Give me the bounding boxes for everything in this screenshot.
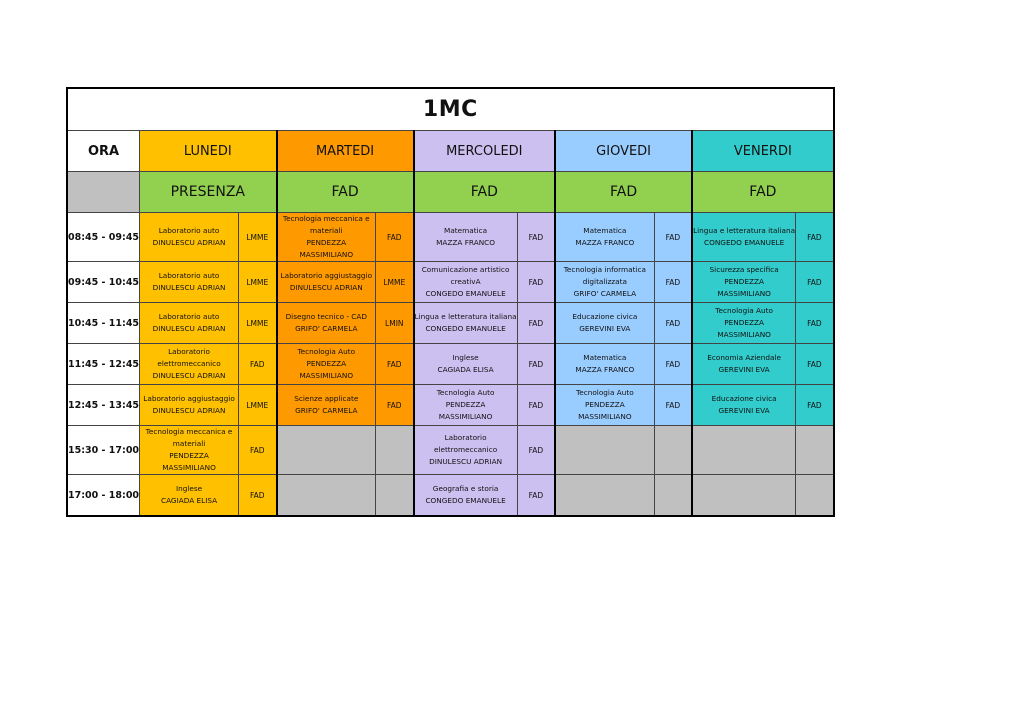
room-code-mercoledi: FAD [517,303,555,344]
room-code-venerdi: FAD [796,213,834,262]
subject-line: Laboratorio aggiustaggio [143,394,235,403]
room-code-lunedi: FAD [239,426,277,475]
subject-line: MAZZA FRANCO [436,238,495,247]
time-cell: 11:45 - 12:45 [67,344,140,385]
subject-cell-lunedi [140,213,239,262]
day-header-mercoledi: MERCOLEDI [414,131,556,172]
empty-cell-giovedi [555,426,654,475]
subject-cell-martedi [277,262,376,303]
slot-row [67,475,834,517]
subject-line: CAGIADA ELISA [160,496,218,505]
slot-row [67,344,834,385]
subject-cell-venerdi [692,213,796,262]
subject-line: MASSIMILIANO [299,371,354,380]
time-cell: 08:45 - 09:45 [67,213,140,262]
subject-line: Tecnologia Auto [297,347,356,356]
days-header-row [67,131,834,172]
day-header-lunedi: LUNEDI [140,131,277,172]
subject-line: DINULESCU ADRIAN [152,238,226,247]
subject-line: MASSIMILIANO [438,412,493,421]
subject-cell-lunedi [140,262,239,303]
subject-line: Laboratorio aggiustaggio [280,271,373,280]
subject-line: Matematica [583,226,627,235]
subject-cell-martedi [277,213,376,262]
subject-line: Laboratorio auto [158,312,220,321]
empty-cell-martedi [277,475,376,517]
mode-martedi: FAD [277,172,414,213]
subject-line: Laboratorio [168,347,210,356]
room-code-venerdi: FAD [796,303,834,344]
room-code-giovedi: FAD [654,262,692,303]
subject-line: materiali [172,439,206,448]
time-cell: 15:30 - 17:00 [67,426,140,475]
subject-cell-mercoledi [414,303,518,344]
room-code-martedi: LMME [376,262,414,303]
subject-line: MASSIMILIANO [578,412,632,421]
subject-line: PENDEZZA [306,359,347,368]
time-cell: 10:45 - 11:45 [67,303,140,344]
subject-line: Economia Aziendale [707,353,781,362]
empty-cell-venerdi [692,475,796,517]
subject-cell-mercoledi [414,262,518,303]
subject-line: GRIFO' CARMELA [295,406,358,415]
mode-row [67,172,834,213]
subject-cell-venerdi [692,344,796,385]
subject-line: Tecnologia meccanica e [145,427,233,436]
mode-row-blank [67,172,140,213]
room-code-giovedi: FAD [654,213,692,262]
subject-line: Laboratorio auto [158,271,220,280]
subject-line: Educazione civica [572,312,638,321]
subject-line: CONGEDO EMANUELE [425,324,506,333]
room-code-mercoledi: FAD [517,385,555,426]
room-code-martedi: FAD [376,213,414,262]
room-code-venerdi: FAD [796,344,834,385]
subject-cell-lunedi [140,303,239,344]
subject-line: elettromeccanico [157,359,221,368]
subject-line: Scienze applicate [294,394,359,403]
subject-cell-martedi [277,344,376,385]
subject-line: Inglese [452,353,479,362]
subject-line: Matematica [444,226,488,235]
subject-cell-martedi [277,303,376,344]
room-code-lunedi: LMME [239,303,277,344]
empty-code-martedi [376,426,414,475]
subject-cell-martedi [277,385,376,426]
slot-row [67,426,834,475]
empty-code-giovedi [654,426,692,475]
subject-cell-giovedi [555,385,654,426]
subject-line: PENDEZZA [445,400,486,409]
subject-line: elettromeccanico [433,445,498,454]
subject-cell-lunedi [140,385,239,426]
subject-line: Tecnologia meccanica e [282,214,370,223]
slot-row [67,213,834,262]
ora-header: ORA [67,131,140,172]
subject-line: GRIFO' CARMELA [295,324,358,333]
subject-line: MASSIMILIANO [162,463,216,472]
subject-line: Matematica [583,353,627,362]
subject-line: creativA [450,277,481,286]
subject-cell-venerdi [692,385,796,426]
subject-line: Tecnologia Auto [715,306,773,315]
room-code-mercoledi: FAD [517,262,555,303]
subject-line: DINULESCU ADRIAN [152,283,226,292]
subject-line: Educazione civica [711,394,777,403]
room-code-venerdi: FAD [796,262,834,303]
subject-line: DINULESCU ADRIAN [152,371,226,380]
subject-line: Disegno tecnico - CAD [285,312,368,321]
subject-line: GEREVINI EVA [718,406,770,415]
subject-line: Sicurezza specifica [709,265,779,274]
room-code-giovedi: FAD [654,385,692,426]
room-code-martedi: FAD [376,344,414,385]
subject-line: PENDEZZA [306,238,347,247]
subject-line: PENDEZZA [585,400,625,409]
time-cell: 12:45 - 13:45 [67,385,140,426]
day-header-venerdi: VENERDI [692,131,834,172]
subject-cell-venerdi [692,262,796,303]
subject-line: CONGEDO EMANUELE [425,289,506,298]
class-title: 1MC [67,88,834,131]
day-header-martedi: MARTEDI [277,131,414,172]
subject-line: MASSIMILIANO [717,330,771,339]
room-code-mercoledi: FAD [517,426,555,475]
subject-line: GEREVINI EVA [718,365,770,374]
slot-row [67,385,834,426]
mode-venerdi: FAD [692,172,834,213]
subject-cell-mercoledi [414,475,518,517]
timetable [66,87,835,517]
subject-cell-lunedi [140,475,239,517]
subject-line: MASSIMILIANO [717,289,771,298]
room-code-giovedi: FAD [654,303,692,344]
subject-line: GEREVINI EVA [579,324,631,333]
mode-lunedi: PRESENZA [140,172,277,213]
subject-line: Lingua e letteratura italiana [693,226,796,235]
subject-line: digitalizzata [582,277,627,286]
subject-line: MAZZA FRANCO [575,365,635,374]
subject-line: Tecnologia Auto [575,388,634,397]
subject-line: materiali [310,226,343,235]
room-code-lunedi: LMME [239,213,277,262]
subject-cell-mercoledi [414,385,518,426]
subject-cell-mercoledi [414,426,518,475]
subject-line: Geografia e storia [432,484,499,493]
empty-cell-martedi [277,426,376,475]
subject-cell-giovedi [555,303,654,344]
subject-cell-venerdi [692,303,796,344]
subject-line: Comunicazione artistico [421,265,510,274]
subject-cell-mercoledi [414,213,518,262]
subject-line: DINULESCU ADRIAN [152,406,226,415]
room-code-mercoledi: FAD [517,213,555,262]
subject-cell-lunedi [140,426,239,475]
room-code-lunedi: FAD [239,475,277,517]
time-cell: 09:45 - 10:45 [67,262,140,303]
subject-cell-mercoledi [414,344,518,385]
room-code-mercoledi: FAD [517,475,555,517]
mode-mercoledi: FAD [414,172,556,213]
time-cell: 17:00 - 18:00 [67,475,140,517]
empty-code-giovedi [654,475,692,517]
subject-line: Tecnologia Auto [436,388,495,397]
subject-line: MASSIMILIANO [299,250,354,259]
slot-row [67,262,834,303]
subject-line: PENDEZZA [169,451,209,460]
room-code-mercoledi: FAD [517,344,555,385]
room-code-lunedi: LMME [239,385,277,426]
subject-line: GRIFO' CARMELA [573,289,637,298]
room-code-giovedi: FAD [654,344,692,385]
subject-line: Laboratorio [444,433,487,442]
empty-cell-giovedi [555,475,654,517]
room-code-venerdi: FAD [796,385,834,426]
subject-line: CONGEDO EMANUELE [704,238,785,247]
subject-line: MAZZA FRANCO [575,238,635,247]
mode-giovedi: FAD [555,172,692,213]
subject-line: CONGEDO EMANUELE [425,496,506,505]
subject-cell-giovedi [555,344,654,385]
subject-line: CAGIADA ELISA [437,365,494,374]
empty-code-venerdi [796,475,834,517]
subject-line: DINULESCU ADRIAN [152,324,226,333]
subject-line: Tecnologia informatica [563,265,646,274]
subject-line: PENDEZZA [724,318,764,327]
subject-line: PENDEZZA [724,277,764,286]
slots-body [67,213,834,517]
subject-line: Inglese [175,484,203,493]
subject-line: Laboratorio auto [158,226,220,235]
subject-cell-giovedi [555,262,654,303]
day-header-giovedi: GIOVEDI [555,131,692,172]
empty-code-venerdi [796,426,834,475]
empty-cell-venerdi [692,426,796,475]
subject-line: DINULESCU ADRIAN [289,283,363,292]
room-code-lunedi: LMME [239,262,277,303]
subject-line: Lingua e letteratura italiana [414,312,517,321]
room-code-martedi: LMIN [376,303,414,344]
room-code-martedi: FAD [376,385,414,426]
subject-line: DINULESCU ADRIAN [429,457,503,466]
room-code-lunedi: FAD [239,344,277,385]
subject-cell-lunedi [140,344,239,385]
subject-cell-giovedi [555,213,654,262]
empty-code-martedi [376,475,414,517]
slot-row [67,303,834,344]
